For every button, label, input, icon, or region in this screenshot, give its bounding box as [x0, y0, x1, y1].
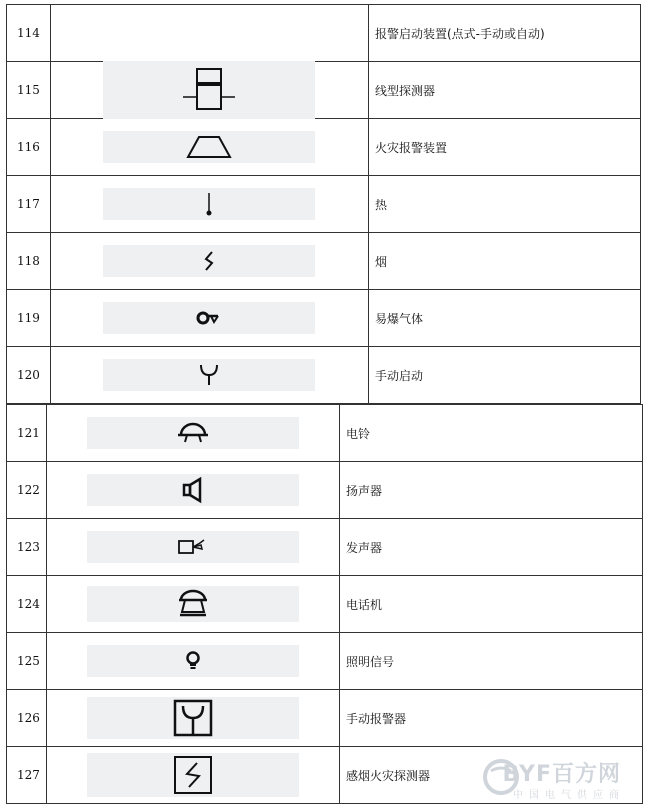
row-number: 126 — [7, 690, 47, 747]
row-label: 手动报警器 — [340, 690, 643, 747]
telephone-icon — [176, 588, 210, 620]
row-number: 121 — [7, 405, 47, 462]
table-row — [7, 633, 643, 690]
symbol-panel — [87, 697, 299, 739]
symbol-cell — [47, 405, 340, 462]
symbol-panel — [87, 474, 299, 506]
table-row — [7, 176, 641, 233]
row-number: 127 — [7, 747, 47, 804]
row-label: 照明信号 — [340, 633, 643, 690]
table-row — [7, 405, 643, 462]
lighting-signal-icon — [183, 649, 203, 673]
row-label: 电话机 — [340, 576, 643, 633]
smoke-fire-detector-icon — [172, 754, 214, 796]
table-row — [7, 290, 641, 347]
symbol-panel — [87, 531, 299, 563]
symbol-panel — [87, 417, 299, 449]
row-number: 118 — [7, 233, 51, 290]
bell-icon — [175, 420, 211, 446]
symbol-cell — [47, 633, 340, 690]
heat-icon — [199, 190, 219, 218]
row-label: 电铃 — [340, 405, 643, 462]
table-row — [7, 119, 641, 176]
row-label: 热 — [369, 176, 641, 233]
symbol-cell — [47, 519, 340, 576]
symbol-cell — [47, 576, 340, 633]
symbol-cell — [51, 62, 369, 119]
symbol-table-upper — [6, 4, 641, 404]
symbol-cell — [47, 747, 340, 804]
row-number: 117 — [7, 176, 51, 233]
table-row — [7, 690, 643, 747]
row-label: 扬声器 — [340, 462, 643, 519]
explosive-gas-icon — [194, 308, 224, 328]
row-number: 114 — [7, 5, 51, 62]
row-number: 125 — [7, 633, 47, 690]
manual-alarm-icon — [172, 698, 214, 738]
table-row — [7, 62, 641, 119]
row-label: 火灾报警装置 — [369, 119, 641, 176]
sounder-icon — [176, 536, 210, 558]
table-row — [7, 233, 641, 290]
symbol-panel — [87, 753, 299, 797]
row-number: 122 — [7, 462, 47, 519]
row-number: 119 — [7, 290, 51, 347]
row-number: 116 — [7, 119, 51, 176]
symbol-panel — [103, 188, 315, 220]
smoke-icon — [199, 249, 219, 273]
symbol-panel — [87, 645, 299, 677]
watermark — [479, 753, 639, 803]
symbol-cell — [51, 290, 369, 347]
watermark-brand: BYF百方网 — [502, 762, 621, 787]
symbol-panel — [103, 61, 315, 119]
row-label: 线型探测器 — [369, 62, 641, 119]
fire-alarm-device-icon — [184, 133, 234, 161]
symbol-panel — [103, 245, 315, 277]
row-label: 报警启动装置(点式-手动或自动) — [369, 5, 641, 62]
row-label: 手动启动 — [369, 347, 641, 404]
manual-start-icon — [197, 362, 221, 388]
symbol-cell — [47, 462, 340, 519]
row-label: 发声器 — [340, 519, 643, 576]
symbol-cell — [51, 5, 369, 62]
table-row — [7, 519, 643, 576]
row-number: 124 — [7, 576, 47, 633]
symbol-cell — [51, 233, 369, 290]
symbol-cell — [51, 347, 369, 404]
symbol-panel — [103, 302, 315, 334]
row-label: 易爆气体 — [369, 290, 641, 347]
table-row — [7, 5, 641, 62]
symbol-table-lower — [6, 404, 643, 804]
row-label: 烟 — [369, 233, 641, 290]
symbol-cell — [51, 176, 369, 233]
symbol-panel — [103, 131, 315, 163]
symbol-panel — [103, 359, 315, 391]
line-detector-icon — [179, 65, 239, 115]
row-number: 115 — [7, 62, 51, 119]
symbol-cell — [51, 119, 369, 176]
table-row — [7, 576, 643, 633]
table-row — [7, 347, 641, 404]
row-label: 感烟火灾探测器 — [340, 747, 643, 804]
watermark-sub: 中国电气供应商 — [513, 790, 625, 801]
table-row — [7, 462, 643, 519]
loudspeaker-icon — [180, 476, 206, 504]
symbol-panel — [87, 586, 299, 622]
row-number: 120 — [7, 347, 51, 404]
symbol-cell — [47, 690, 340, 747]
row-number: 123 — [7, 519, 47, 576]
